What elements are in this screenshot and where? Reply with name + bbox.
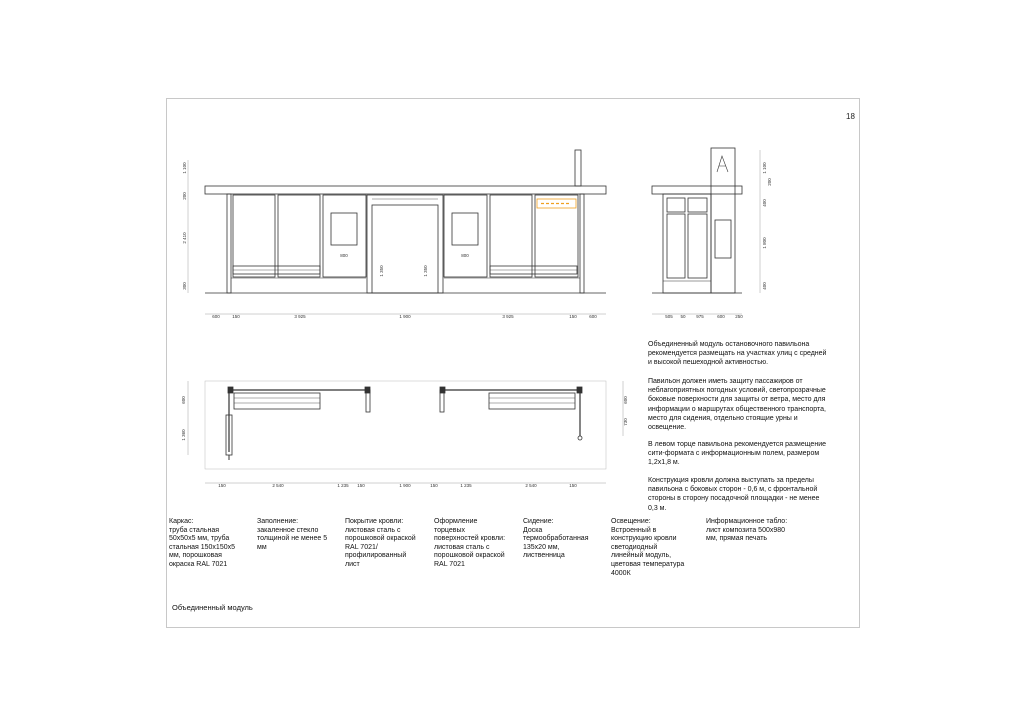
front-inner-dimensions <box>340 253 469 277</box>
spec-value: лист композита 500х980 мм, прямая печать <box>706 526 786 543</box>
spec-heading: Освещение: <box>611 518 651 525</box>
side-citylight-column <box>711 148 735 293</box>
dim-label: 300 <box>182 282 187 290</box>
dim-label: 1 235 <box>337 483 349 488</box>
front-glass-panel <box>535 195 578 277</box>
dimension-lines <box>188 150 760 483</box>
dim-label: 2 540 <box>272 483 284 488</box>
dim-label: 3 925 <box>502 314 514 319</box>
description-paragraph: Павильон должен иметь защиту пассажиров от неблагоприятных погодных условий, светопрозрачные боковые поверхности для защиты от ветра, место для информации о маршрутах общественного транспорта, место для сидения, отдельно стоящие урны и освещение. <box>648 378 826 432</box>
dim-label: 600 <box>623 396 628 404</box>
dim-label: 1 350 <box>379 265 384 277</box>
spec-frame <box>169 518 247 570</box>
dim-label: 2 410 <box>182 232 187 244</box>
dim-label: 975 <box>696 314 704 319</box>
dim-label: 2 540 <box>525 483 537 488</box>
front-poster-frame-left <box>331 213 357 245</box>
dim-label: 1 900 <box>399 314 411 319</box>
dim-label: 150 <box>232 314 240 319</box>
plan-side-dimensions <box>181 396 628 441</box>
plan-bin <box>578 436 582 440</box>
spec-heading: Покрытие кровли: <box>345 518 404 525</box>
dim-label: 800 <box>340 253 348 258</box>
spec-value: листовая сталь с порошковой окраской RAL 7021 <box>434 543 505 568</box>
side-citylight-panel <box>715 220 731 258</box>
front-post-right <box>580 194 584 293</box>
side-height-dimensions <box>762 162 772 290</box>
side-column-logo <box>717 156 728 172</box>
dim-label: 150 <box>569 314 577 319</box>
plan-width-dimensions <box>218 483 577 488</box>
front-width-dimensions <box>212 314 597 319</box>
dim-label: 600 <box>212 314 220 319</box>
front-entrance-opening <box>372 205 438 293</box>
plan-bench-left <box>234 393 320 409</box>
spec-heading: Информационное табло: <box>706 518 788 525</box>
front-poster-frame-right <box>452 213 478 245</box>
spec-glazing <box>257 518 333 552</box>
plan-roof-outline <box>205 381 606 469</box>
front-entrance-frame <box>367 195 443 293</box>
dim-label: 600 <box>717 314 725 319</box>
spec-seating <box>523 518 603 561</box>
spec-value: закаленное стекло толщиной не менее 5 мм <box>257 526 328 551</box>
spec-heading: Сидение: <box>523 518 554 525</box>
plan-bench-right <box>489 393 575 409</box>
spec-info-board <box>706 518 798 544</box>
dim-label: 150 <box>430 483 438 488</box>
dim-label: 400 <box>762 282 767 290</box>
front-roof <box>205 186 606 194</box>
dim-label: 150 <box>218 483 226 488</box>
dim-label: 1 235 <box>460 483 472 488</box>
front-glass-panel <box>278 195 320 277</box>
dim-label: 200 <box>767 178 772 186</box>
side-elevation <box>652 148 742 293</box>
description-paragraph: Объединенный модуль остановочного павильона рекомендуется размещать на участках улиц с средней и высокой пешеходной активностью. <box>648 341 827 367</box>
spec-roof-covering <box>345 518 417 570</box>
page-number: 18 <box>846 112 855 121</box>
dim-label: 150 <box>357 483 365 488</box>
side-roof <box>652 186 742 194</box>
dim-label: 3 925 <box>294 314 306 319</box>
spec-heading: Заполнение: <box>257 518 299 525</box>
dim-label: 1 800 <box>762 237 767 249</box>
spec-heading: Каркас: <box>169 518 194 525</box>
dim-label: 600 <box>181 396 186 404</box>
dim-label: 200 <box>182 192 187 200</box>
spec-value: труба стальная 50х50х5 мм, труба стальная 150х150х5 мм, порошковая окраска RAL 7021 <box>169 526 235 568</box>
spec-lighting <box>611 518 691 578</box>
dim-label: 150 <box>569 483 577 488</box>
front-glass-panel <box>233 195 275 277</box>
spec-value: Доска термообработанная 135х20 мм, лиственница <box>523 526 589 560</box>
dim-label: 250 <box>735 314 743 319</box>
dim-label: 730 <box>623 418 628 426</box>
dim-label: 1 100 <box>762 162 767 174</box>
front-post-left <box>227 194 231 293</box>
dim-label: 600 <box>589 314 597 319</box>
dim-label: 505 <box>665 314 673 319</box>
dim-label: 800 <box>461 253 469 258</box>
description-paragraph: Конструкция кровли должна выступать за пределы павильона с боковых сторон - 0,6 м, с фронтальной стороны в сторону посадочной площадки - не менее 0,3 м. <box>648 477 820 512</box>
spec-heading: Оформление торцевых поверхностей кровли: <box>434 518 506 543</box>
front-glass-panel <box>323 195 366 277</box>
dim-label: 1 360 <box>181 429 186 441</box>
dim-label: 400 <box>762 199 767 207</box>
spec-value: Встроенный в конструкцию кровли светодиодный линейный модуль, цветовая температура 4000К <box>611 526 685 577</box>
front-elevation <box>205 150 606 293</box>
plan-view <box>205 381 606 469</box>
spec-value: листовая сталь с порошковой окраской RAL 7021/ профилированный лист <box>345 526 416 568</box>
front-glass-panel <box>490 195 532 277</box>
dim-label: 1 900 <box>399 483 411 488</box>
dim-label: 1 350 <box>423 265 428 277</box>
side-width-dimensions <box>665 314 743 319</box>
front-sign-pole <box>575 150 581 186</box>
front-height-dimensions <box>182 162 187 290</box>
spec-roof-end-finish <box>434 518 506 570</box>
dim-label: 1 100 <box>182 162 187 174</box>
drawing-caption: Объединенный модуль <box>172 603 253 612</box>
dim-label: 50 <box>680 314 686 319</box>
description-paragraph: В левом торце павильона рекомендуется размещение сити-формата с информационным полем, размером 1,2х1,8 м. <box>648 441 826 467</box>
front-glass-panel <box>444 195 487 277</box>
